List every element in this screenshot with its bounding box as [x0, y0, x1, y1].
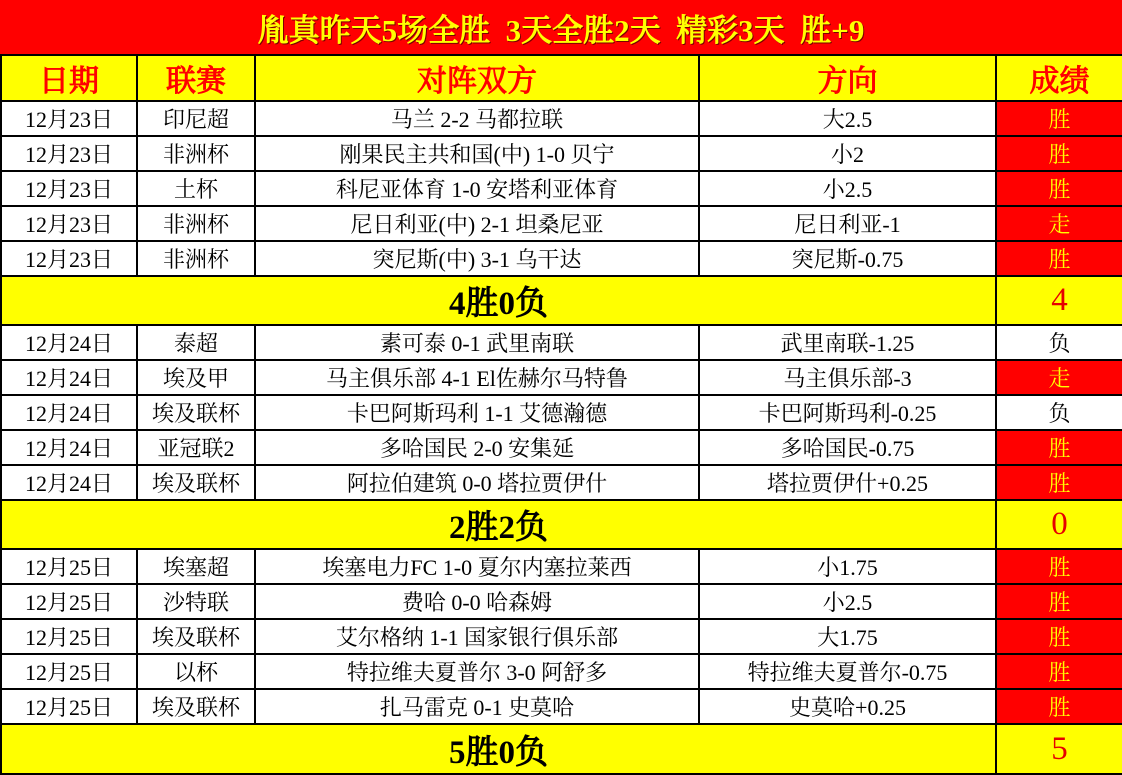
direction-cell: 多哈国民-0.75	[699, 430, 996, 465]
summary-row	[1, 500, 1122, 549]
summary-row	[1, 724, 1122, 774]
direction-cell: 尼日利亚-1	[699, 206, 996, 241]
direction-cell: 小2	[699, 136, 996, 171]
direction-cell: 特拉维夫夏普尔-0.75	[699, 654, 996, 689]
direction-cell: 小2.5	[699, 171, 996, 206]
result-cell: 胜	[996, 136, 1122, 171]
results-table	[0, 54, 1122, 775]
league-cell: 沙特联	[137, 584, 255, 619]
date-cell: 12月25日	[1, 619, 137, 654]
direction-cell: 大2.5	[699, 101, 996, 136]
table-row	[1, 549, 1122, 584]
league-cell: 埃塞超	[137, 549, 255, 584]
result-cell: 胜	[996, 689, 1122, 724]
direction-cell: 突尼斯-0.75	[699, 241, 996, 276]
header-league: 联赛	[137, 55, 255, 101]
results-table-header	[1, 55, 1122, 101]
match-cell: 多哈国民 2-0 安集延	[255, 430, 699, 465]
result-cell: 胜	[996, 241, 1122, 276]
result-cell: 胜	[996, 101, 1122, 136]
table-row	[1, 136, 1122, 171]
summary-label: 4胜0负	[1, 276, 996, 325]
result-cell: 胜	[996, 465, 1122, 500]
league-cell: 埃及联杯	[137, 395, 255, 430]
summary-score: 5	[996, 724, 1122, 774]
direction-cell: 马主俱乐部-3	[699, 360, 996, 395]
league-cell: 非洲杯	[137, 136, 255, 171]
table-row	[1, 654, 1122, 689]
table-row	[1, 101, 1122, 136]
match-cell: 阿拉伯建筑 0-0 塔拉贾伊什	[255, 465, 699, 500]
table-row	[1, 241, 1122, 276]
summary-label: 2胜2负	[1, 500, 996, 549]
direction-cell: 武里南联-1.25	[699, 325, 996, 360]
match-cell: 马主俱乐部 4-1 El佐赫尔马特鲁	[255, 360, 699, 395]
match-cell: 马兰 2-2 马都拉联	[255, 101, 699, 136]
result-cell: 胜	[996, 654, 1122, 689]
table-row	[1, 430, 1122, 465]
header-date: 日期	[1, 55, 137, 101]
league-cell: 土杯	[137, 171, 255, 206]
date-cell: 12月23日	[1, 206, 137, 241]
date-cell: 12月23日	[1, 241, 137, 276]
summary-row	[1, 276, 1122, 325]
league-cell: 埃及联杯	[137, 689, 255, 724]
results-table-body	[1, 101, 1122, 774]
result-cell: 胜	[996, 430, 1122, 465]
league-cell: 泰超	[137, 325, 255, 360]
date-cell: 12月25日	[1, 549, 137, 584]
match-cell: 特拉维夫夏普尔 3-0 阿舒多	[255, 654, 699, 689]
match-cell: 扎马雷克 0-1 史莫哈	[255, 689, 699, 724]
date-cell: 12月25日	[1, 689, 137, 724]
date-cell: 12月24日	[1, 430, 137, 465]
date-cell: 12月23日	[1, 171, 137, 206]
match-cell: 卡巴阿斯玛利 1-1 艾德瀚德	[255, 395, 699, 430]
date-cell: 12月23日	[1, 101, 137, 136]
header-result: 成绩	[996, 55, 1122, 101]
date-cell: 12月23日	[1, 136, 137, 171]
promo-banner: 胤真昨天5场全胜 3天全胜2天 精彩3天 胜+9	[0, 0, 1122, 54]
table-row	[1, 206, 1122, 241]
table-row	[1, 689, 1122, 724]
result-cell: 走	[996, 206, 1122, 241]
match-cell: 素可泰 0-1 武里南联	[255, 325, 699, 360]
league-cell: 埃及联杯	[137, 619, 255, 654]
direction-cell: 史莫哈+0.25	[699, 689, 996, 724]
result-cell: 胜	[996, 549, 1122, 584]
table-row	[1, 465, 1122, 500]
header-row	[1, 55, 1122, 101]
date-cell: 12月24日	[1, 465, 137, 500]
header-direction: 方向	[699, 55, 996, 101]
date-cell: 12月24日	[1, 325, 137, 360]
date-cell: 12月25日	[1, 584, 137, 619]
league-cell: 埃及联杯	[137, 465, 255, 500]
league-cell: 印尼超	[137, 101, 255, 136]
direction-cell: 塔拉贾伊什+0.25	[699, 465, 996, 500]
match-cell: 尼日利亚(中) 2-1 坦桑尼亚	[255, 206, 699, 241]
result-cell: 走	[996, 360, 1122, 395]
table-row	[1, 171, 1122, 206]
date-cell: 12月24日	[1, 360, 137, 395]
table-row	[1, 360, 1122, 395]
summary-score: 0	[996, 500, 1122, 549]
match-cell: 埃塞电力FC 1-0 夏尔内塞拉莱西	[255, 549, 699, 584]
match-cell: 突尼斯(中) 3-1 乌干达	[255, 241, 699, 276]
summary-score: 4	[996, 276, 1122, 325]
header-match: 对阵双方	[255, 55, 699, 101]
league-cell: 非洲杯	[137, 241, 255, 276]
league-cell: 非洲杯	[137, 206, 255, 241]
table-row	[1, 395, 1122, 430]
result-cell: 负	[996, 325, 1122, 360]
result-cell: 胜	[996, 171, 1122, 206]
table-row	[1, 619, 1122, 654]
date-cell: 12月25日	[1, 654, 137, 689]
match-cell: 费哈 0-0 哈森姆	[255, 584, 699, 619]
league-cell: 以杯	[137, 654, 255, 689]
direction-cell: 卡巴阿斯玛利-0.25	[699, 395, 996, 430]
result-cell: 负	[996, 395, 1122, 430]
result-cell: 胜	[996, 619, 1122, 654]
table-row	[1, 325, 1122, 360]
direction-cell: 小2.5	[699, 584, 996, 619]
league-cell: 亚冠联2	[137, 430, 255, 465]
direction-cell: 大1.75	[699, 619, 996, 654]
table-row	[1, 584, 1122, 619]
summary-label: 5胜0负	[1, 724, 996, 774]
league-cell: 埃及甲	[137, 360, 255, 395]
result-cell: 胜	[996, 584, 1122, 619]
direction-cell: 小1.75	[699, 549, 996, 584]
match-cell: 艾尔格纳 1-1 国家银行俱乐部	[255, 619, 699, 654]
date-cell: 12月24日	[1, 395, 137, 430]
match-cell: 刚果民主共和国(中) 1-0 贝宁	[255, 136, 699, 171]
match-cell: 科尼亚体育 1-0 安塔利亚体育	[255, 171, 699, 206]
